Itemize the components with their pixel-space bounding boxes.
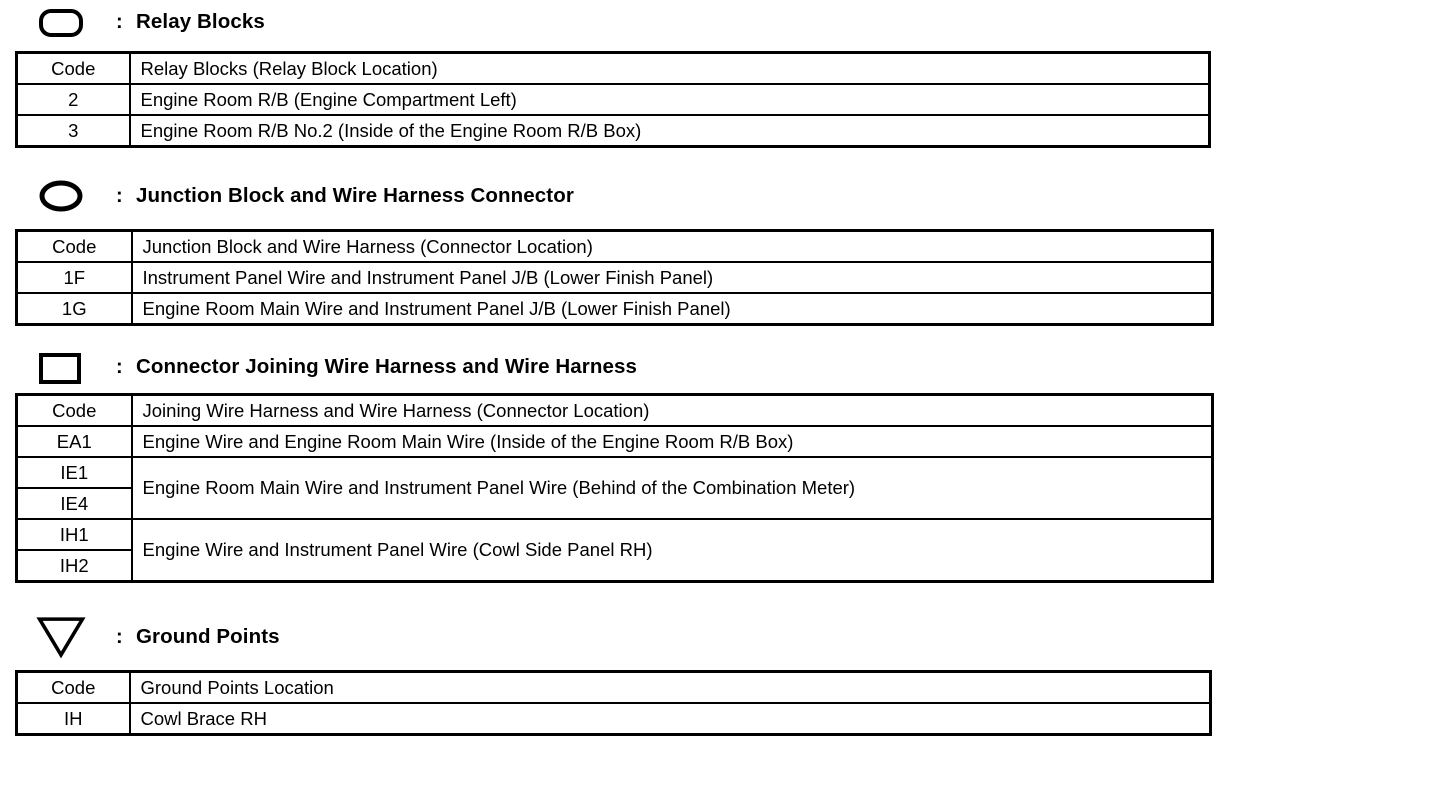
table-row (17, 519, 1213, 550)
code-cell: 1F (17, 262, 132, 293)
code-cell: 3 (17, 115, 130, 147)
table-row (17, 115, 1210, 147)
heading-colon: : (116, 10, 123, 33)
code-cell: IH2 (17, 550, 132, 582)
description-header: Joining Wire Harness and Wire Harness (Connector Location) (132, 395, 1213, 427)
description-cell: Engine Room R/B No.2 (Inside of the Engine Room R/B Box) (130, 115, 1210, 147)
table-header-row (17, 395, 1213, 427)
ground-points-table (15, 670, 1212, 736)
junction-block-heading (36, 176, 574, 216)
relay-blocks-heading (36, 2, 265, 42)
rounded-rect-icon (36, 2, 86, 42)
code-cell: IH1 (17, 519, 132, 550)
ground-points-heading (36, 617, 280, 657)
table-row (17, 457, 1213, 488)
oval-icon (36, 176, 86, 216)
section-title: Ground Points (136, 625, 280, 648)
code-header: Code (17, 395, 132, 427)
description-header: Relay Blocks (Relay Block Location) (130, 53, 1210, 85)
table-header-row (17, 231, 1213, 263)
section-title: Junction Block and Wire Harness Connector (136, 184, 574, 207)
code-header: Code (17, 231, 132, 263)
code-header: Code (17, 53, 130, 85)
table-row (17, 293, 1213, 325)
rectangle-icon (36, 347, 86, 387)
description-cell: Engine Wire and Instrument Panel Wire (Cowl Side Panel RH) (132, 519, 1213, 582)
heading-colon: : (116, 625, 123, 648)
section-title: Relay Blocks (136, 10, 265, 33)
table-row (17, 84, 1210, 115)
code-cell: IE1 (17, 457, 132, 488)
description-cell: Cowl Brace RH (130, 703, 1211, 735)
relay-blocks-table (15, 51, 1211, 148)
description-cell: Engine Room R/B (Engine Compartment Left) (130, 84, 1210, 115)
table-row (17, 426, 1213, 457)
description-cell: Instrument Panel Wire and Instrument Panel J/B (Lower Finish Panel) (132, 262, 1213, 293)
table-header-row (17, 672, 1211, 704)
section-title: Connector Joining Wire Harness and Wire Harness (136, 355, 638, 378)
table-row (17, 262, 1213, 293)
description-cell: Engine Room Main Wire and Instrument Panel J/B (Lower Finish Panel) (132, 293, 1213, 325)
description-cell: Engine Wire and Engine Room Main Wire (Inside of the Engine Room R/B Box) (132, 426, 1213, 457)
heading-colon: : (116, 184, 123, 207)
code-cell: IE4 (17, 488, 132, 519)
code-header: Code (17, 672, 130, 704)
junction-block-table (15, 229, 1214, 326)
table-row (17, 703, 1211, 735)
connector-joining-heading (36, 347, 637, 387)
triangle-down-icon (36, 617, 86, 657)
description-cell: Engine Room Main Wire and Instrument Panel Wire (Behind of the Combination Meter) (132, 457, 1213, 519)
connector-joining-table (15, 393, 1214, 583)
code-cell: 1G (17, 293, 132, 325)
code-cell: 2 (17, 84, 130, 115)
description-header: Ground Points Location (130, 672, 1211, 704)
description-header: Junction Block and Wire Harness (Connector Location) (132, 231, 1213, 263)
code-cell: EA1 (17, 426, 132, 457)
heading-colon: : (116, 355, 123, 378)
table-header-row (17, 53, 1210, 85)
code-cell: IH (17, 703, 130, 735)
